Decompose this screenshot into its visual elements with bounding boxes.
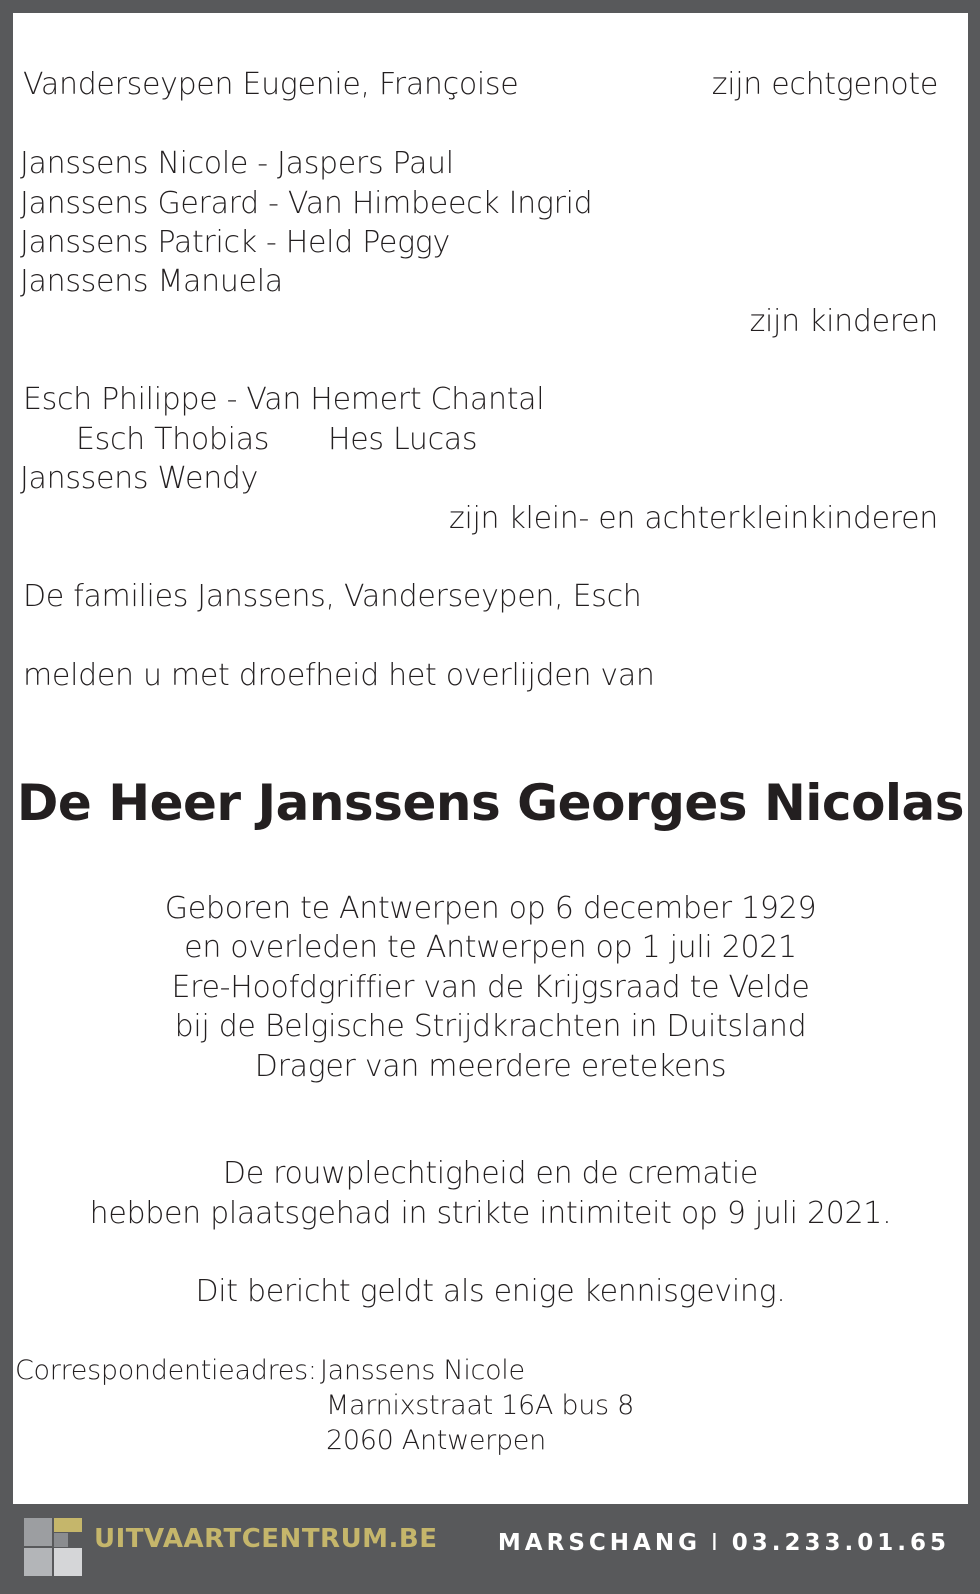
child-3: Janssens Patrick - Held Peggy bbox=[20, 225, 450, 260]
announcement-line: melden u met droefheid het overlijden van bbox=[23, 658, 655, 693]
detail-honours: Drager van meerdere eretekens bbox=[254, 1049, 727, 1084]
correspondence-name: Janssens Nicole bbox=[320, 1355, 525, 1386]
ceremony-line-1: De rouwplechtigheid en de crematie bbox=[222, 1156, 759, 1191]
detail-service: bij de Belgische Strijdkrachten in Duitsland bbox=[174, 1009, 807, 1044]
families-line: De families Janssens, Vanderseypen, Esch bbox=[23, 579, 642, 614]
grandchild-1: Esch Philippe - Van Hemert Chantal bbox=[23, 382, 545, 417]
detail-death: en overleden te Antwerpen op 1 juli 2021 bbox=[184, 930, 797, 965]
child-4: Janssens Manuela bbox=[20, 264, 283, 299]
death-notice bbox=[13, 13, 968, 1504]
deceased-name: De Heer Janssens Georges Nicolas bbox=[16, 774, 965, 832]
brand-name: MARSCHANG bbox=[497, 1530, 701, 1556]
correspondence-label: Correspondentieadres: bbox=[15, 1355, 317, 1386]
spouse-name: Vanderseypen Eugenie, Françoise bbox=[23, 67, 519, 102]
detail-title: Ere-Hoofdgriffier van de Krijgsraad te Velde bbox=[171, 970, 810, 1005]
correspondence-city: 2060 Antwerpen bbox=[326, 1425, 546, 1456]
great-grandchild-1: Esch Thobias bbox=[76, 422, 270, 457]
notice-statement: Dit bericht geldt als enige kennisgeving. bbox=[195, 1274, 786, 1309]
spouse-role: zijn echtgenote bbox=[711, 67, 938, 102]
footer-bar bbox=[0, 1504, 980, 1594]
detail-birth: Geboren te Antwerpen op 6 december 1929 bbox=[164, 891, 817, 926]
separator: I bbox=[710, 1530, 722, 1556]
ceremony-line-2: hebben plaatsgehad in strikte intimiteit op 9 juli 2021. bbox=[89, 1196, 892, 1231]
phone-number: 03.233.01.65 bbox=[731, 1530, 950, 1556]
website-link[interactable]: UITVAARTCENTRUM.BE bbox=[94, 1524, 438, 1554]
child-1: Janssens Nicole - Jaspers Paul bbox=[20, 146, 454, 181]
funeral-home-contact bbox=[498, 1530, 950, 1556]
great-grandchild-2: Hes Lucas bbox=[328, 422, 478, 457]
children-role: zijn kinderen bbox=[749, 304, 938, 339]
grandchildren-role: zijn klein- en achterkleinkinderen bbox=[449, 501, 938, 536]
child-2: Janssens Gerard - Van Himbeeck Ingrid bbox=[20, 186, 593, 221]
correspondence-street: Marnixstraat 16A bus 8 bbox=[326, 1390, 634, 1421]
grandchild-2: Janssens Wendy bbox=[20, 461, 259, 496]
uitvaartcentrum-logo-icon bbox=[24, 1518, 82, 1576]
